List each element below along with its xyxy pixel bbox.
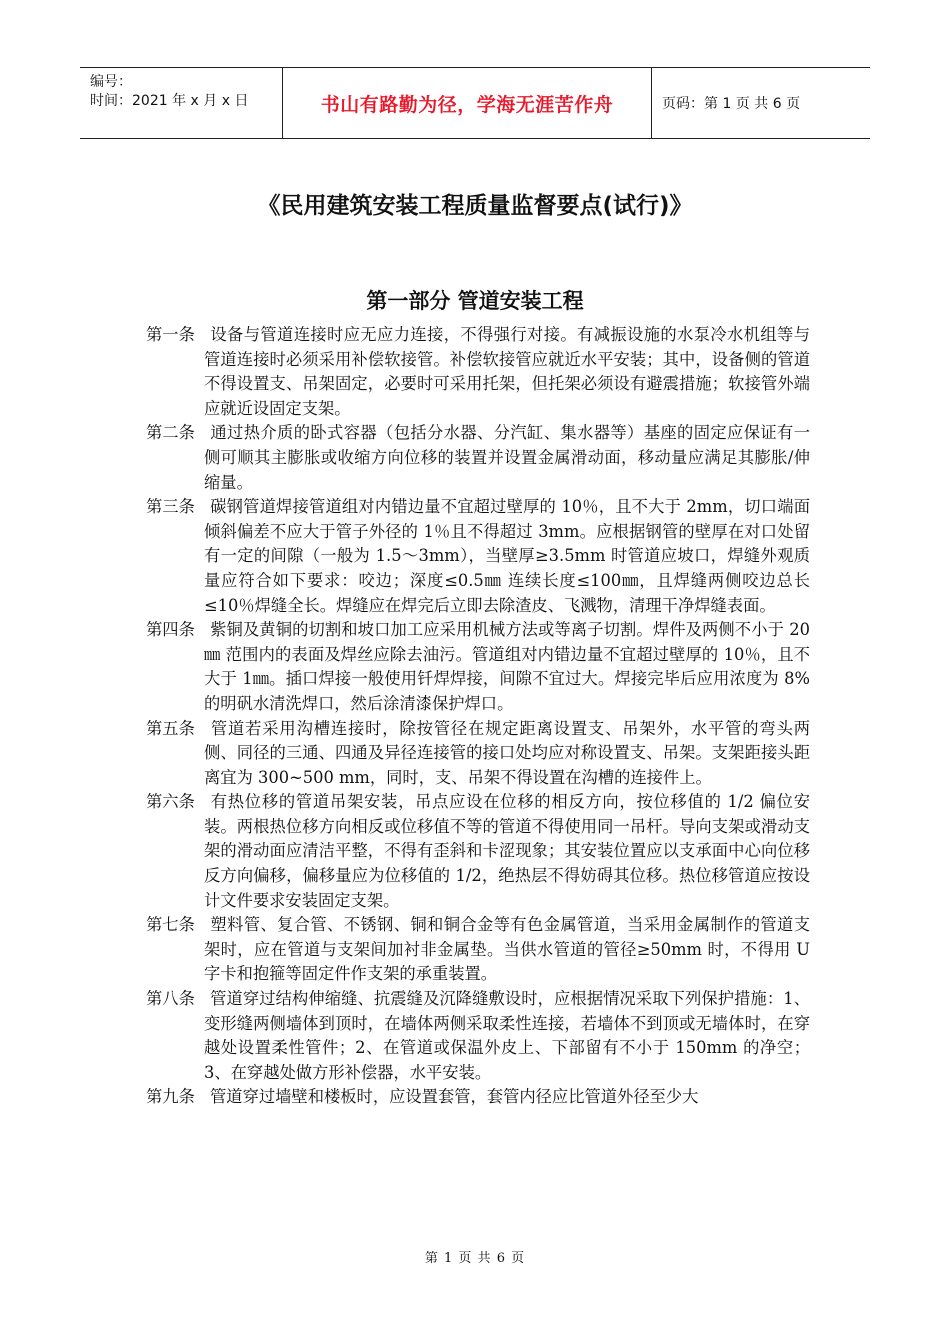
header-meta [80,68,282,138]
document-body [146,323,810,1110]
article-heading: 第一条 [146,325,195,344]
article-1 [146,323,810,421]
article-text: 管道若采用沟槽连接时，除按管径在规定距离设置支、吊架外，水平管的弯头两侧、同径的三通、四通及异径连接管的接口处均应对称设置支、吊架。支架距接头距离宜为 300~500 mm，同时，支、吊架不得设置在沟槽的连接件上。 [204,718,810,787]
header-motto: 书山有路勤为径，学海无涯苦作舟 [282,68,652,138]
article-heading: 第七条 [146,915,195,935]
article-2 [146,421,810,495]
article-6 [146,790,810,913]
article-text: 管道穿过墙壁和楼板时，应设置套管，套管内径应比管道外径至少大 [210,1087,699,1107]
article-text: 紫铜及黄铜的切割和坡口加工应采用机械方法或等离子切割。焊件及两侧不小于 20㎜ 范围内的表面及焊丝应除去油污。管道组对内错边量不宜超过壁厚的 10％，且不大于 1㎜。插口焊接一般使用钎焊焊接，间隙不宜过大。焊接完毕后应用浓度为 8%的明矾水清洗焊口，然后涂清漆保护焊口。 [204,620,810,713]
article-4 [146,618,810,716]
article-heading: 第六条 [146,792,195,812]
article-text: 碳钢管道焊接管道组对内错边量不宜超过壁厚的 10％，且不大于 2mm，切口端面倾斜偏差不应大于管子外径的 1％且不得超过 3mm。应根据钢管的壁厚在对口处留有一定的间隙（一般为 1.5～3mm），当壁厚≥3.5mm 时管道应坡口，焊缝外观质量应符合如下要求：咬边；深度≤0.5㎜ 连续长度≤100㎜，且焊缝两侧咬边总长≤10％焊缝全长。焊缝应在焊完后立即去除渣皮、飞溅物，清理干净焊缝表面。 [204,497,810,615]
article-8 [146,987,810,1085]
article-heading: 第八条 [146,989,195,1009]
article-heading: 第九条 [146,1087,195,1107]
page-footer: 第 1 页 共 6 页 [424,1251,526,1266]
article-3 [146,495,810,618]
article-text: 设备与管道连接时应无应力连接，不得强行对接。有减振设施的水泵冷水机组等与管道连接时必须采用补偿软接管。补偿软接管应就近水平安装；其中，设备侧的管道不得设置支、吊架固定，必要时可采用托架，但托架必须设有避震措施；软接管外端应就近设固定支架。 [204,325,810,418]
header-table [80,67,870,139]
number-label: 编号： [90,74,132,90]
article-9 [146,1085,810,1110]
article-7 [146,913,810,987]
article-heading: 第五条 [146,718,195,738]
article-text: 管道穿过结构伸缩缝、抗震缝及沉降缝敷设时，应根据情况采取下列保护措施：1、变形缝两侧墙体到顶时，在墙体两侧采取柔性连接，若墙体不到顶或无墙体时，在穿越处设置柔性管件；2、在管道或保温外皮上、下部留有不小于 150mm 的净空；3、在穿越处做方形补偿器，水平安装。 [204,989,810,1082]
article-5 [146,717,810,791]
article-text: 塑料管、复合管、不锈钢、铜和铜合金等有色金属管道，当采用金属制作的管道支架时，应在管道与支架间加衬非金属垫。当供水管道的管径≥50mm 时，不得用 U 字卡和抱箍等固定件作支架的承重装置。 [204,915,810,984]
header-page-info: 页码：第 1 页 共 6 页 [662,96,801,112]
article-text: 通过热介质的卧式容器（包括分水器、分汽缸、集水器等）基座的固定应保证有一侧可顺其主膨胀或收缩方向位移的装置并设置金属滑动面，移动量应满足其膨胀/伸缩量。 [204,423,810,492]
document-title: 《民用建筑安装工程质量监督要点(试行)》 [257,193,693,219]
article-heading: 第三条 [146,497,195,517]
part-title: 第一部分 管道安装工程 [366,289,584,313]
article-heading: 第二条 [146,423,195,443]
article-text: 有热位移的管道吊架安装，吊点应设在位移的相反方向，按位移值的 1/2 偏位安装。两根热位移方向相反或位移值不等的管道不得使用同一吊杆。导向支架或滑动支架的滑动面应清洁平整，不得有歪斜和卡涩现象；其安装位置应以支承面中心向位移反方向偏移，偏移量应为位移值的 1/2，绝热层不得妨碍其位移。热位移管道应按设计文件要求安装固定支架。 [204,792,810,910]
article-heading: 第四条 [146,620,195,640]
time-label: 时间：2021 年 x 月 x 日 [90,93,249,109]
